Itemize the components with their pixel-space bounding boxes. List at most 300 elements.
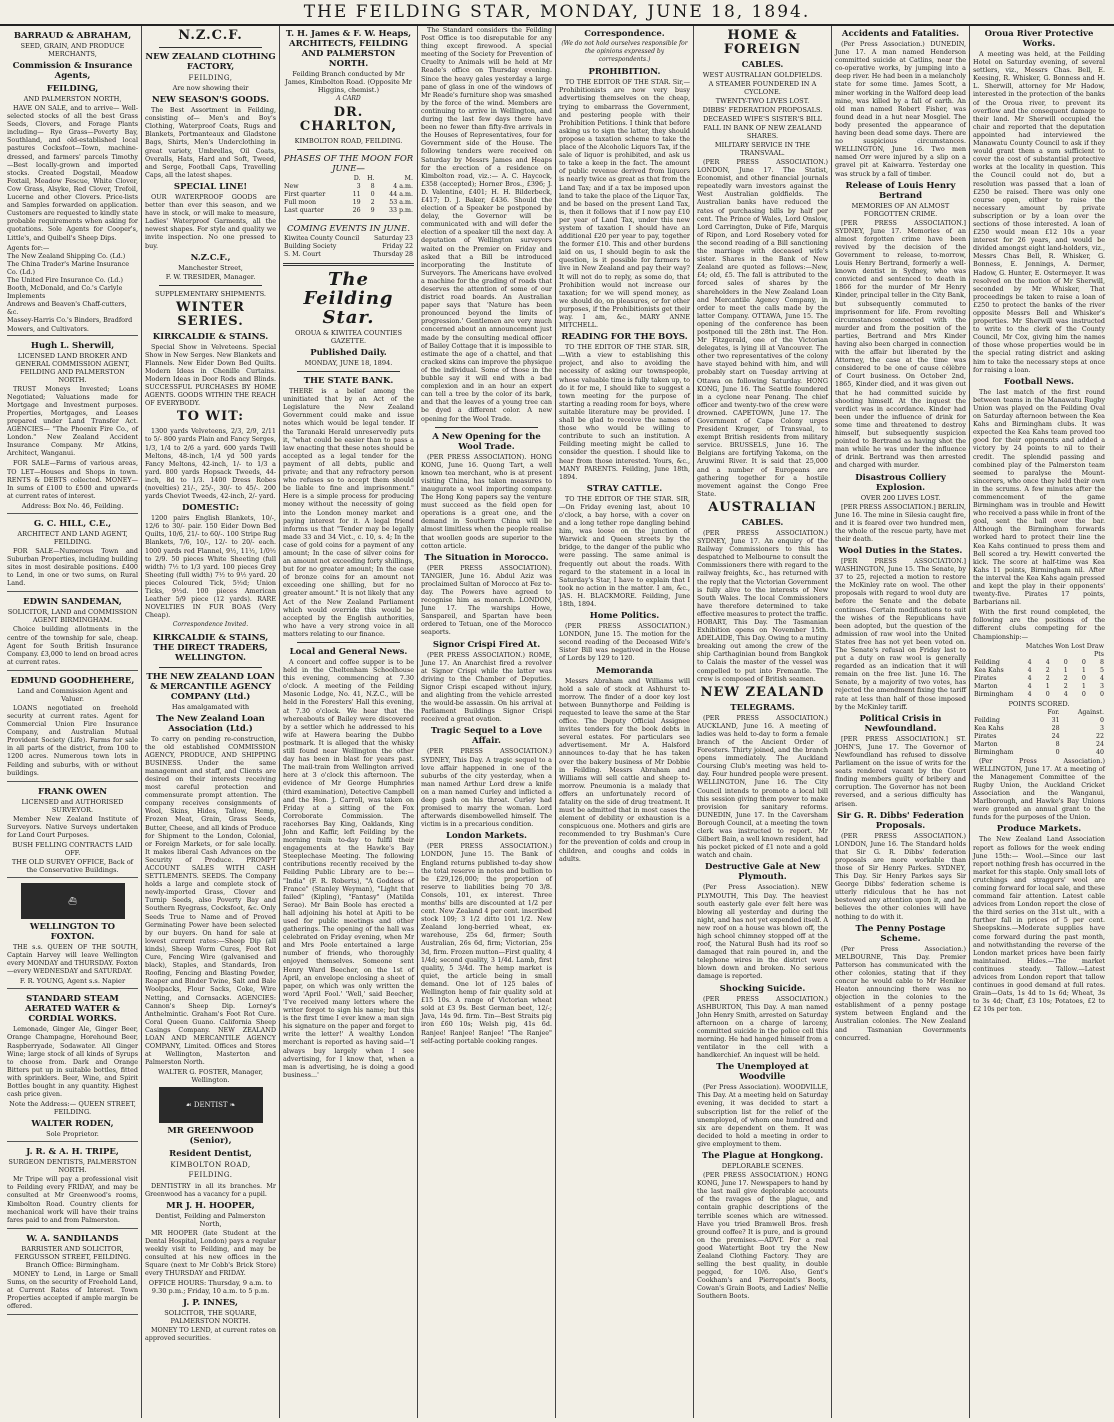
ad-title: MR J. H. HOOPER, [166,1200,255,1211]
ad-hours: OFFICE HOURS: Thursday, 9 a.m. to 9.30 p.m.; Friday, 10 a.m. to 5 p.m. [148,1279,273,1296]
table-cell: 33 p.m. [388,207,413,215]
table-cell: 8 [1055,740,1060,748]
table-cell: 0 [1099,690,1104,698]
ad-title: DR. CHARLTON, [299,105,398,135]
article-title: PROHIBITION. [588,67,661,78]
events-table [283,235,414,259]
ad-subtitle: LICENSED and AUTHORISED SURVEYOR. [21,797,124,814]
events-title: COMING EVENTS IN JUNE. [286,224,411,235]
table-cell: 2 [370,199,375,207]
article-title: Football News. [1004,376,1074,387]
table-cell: 0 [1063,658,1068,666]
section-subtitle: TELEGRAMS. [730,702,795,713]
table-row [283,207,414,215]
table-cell: 22 [1095,732,1104,740]
table-cell: Kea Kahs [974,666,1004,674]
table-cell: 19 [352,199,361,207]
ad-title: EDMUND GOODHEHERE, [10,675,135,686]
table-cell: 4 [1027,666,1032,674]
article-title: THE STATE BANK. [303,376,394,387]
ad-body: Member New Zealand Institute of Surveyors. Native Surveys undertaken for Land Court Purposes. [7,814,138,839]
table-cell: 1 [1045,682,1050,690]
ad-title: J. R. & A. H. TRIPE, [26,1147,119,1158]
divider [297,149,400,150]
ad-address: KIMBOLTON ROAD, FEILDING. [294,137,403,146]
ad-town: FEILDING, [46,84,99,94]
ad-steamer [7,878,138,989]
ad-address: THE OLD SURVEY OFFICE, Back of the Conservative Buildings. [11,858,134,874]
column-3 [280,26,418,1418]
article-title: Shocking Suicide. [719,983,806,994]
ad-subtitle: SOLICITOR, THE SQUARE, PALMERSTON NORTH. [164,1309,257,1326]
ad-title: THE NEW ZEALAND LOAN & MERCANTILE AGENCY COMPANY (Ltd.) [146,671,275,702]
table-header: D. [353,175,361,183]
table-row [973,717,1105,725]
ad-hill [7,514,138,592]
ad-title: TO WIT: [176,409,245,425]
table-cell: Marton [974,740,998,748]
table-cell: Pirates [974,674,997,682]
article-body: (PER PRESS ASSOCIATION). TANGIER, June 16. Abdul Aziz was proclaimed Sultan of Morocco at Fez to-day. The Powers have agreed to recognise him as monarch. LONDON, June 17. The warships Howe, Sanspareil, and Spartan have been ordered to Tetuan, one of the Morocco seaports. [421,563,552,637]
table-cell: 9 [370,207,375,215]
table-cell: 0 [1081,690,1086,698]
ad-subtitle: SEED, GRAIN, AND PRODUCE MERCHANTS, [20,42,125,58]
table-row [283,175,414,183]
columns [4,26,1110,1418]
ad-subtitle: ARCHITECT AND LAND AGENT, FEILDING. [17,529,128,546]
ad-body: 1200 pairs English Blankets, 10/-, 12/6 to 30/- pair. 150 Eider Down Bed Quilts, 10/6, 21/- to 60/-. 100 Stripe Rug Blankets, 7/6, 10/-, 12/- to 20/- each. 1000 yards red Flannel, 9½, 11½, 1/0½ to 2/9. 50 pieces White Sheeting (full width) 7½ to 1/3 yard. 100 pieces Grey Sheeting (full width) 7½ to 9½ yard. 20 pieces Coloured Tick, 5½d; Union Ticks, 9½d. 100 pieces American Leather 5/9 piece (12 yards). RARE NOVELTIES IN FUR BOAS (Very Cheap). [145,514,276,620]
article-body: The Standard considers the Feilding Post Office is too disreputable for any thing except firewood. A special meeting of the Society for Prevention of Cruelty to Animals will be held at Mr Reade's office on Thursday evening. Since the heavy gales yesterday a large pane of glass in one of the windows of Mr Reade's furniture shop was smashed by the force of the wind. Members are continuing to arrive in Wellington, and during the last few days there have been no fewer than fifty-five arrivals in the Houses of Representatives, four for Government side of the House. The following tenders were received on Saturday by Messrs James and Heaps for the erection of a residence on Kimbolton road, viz.:— A. C. Haycock, £358 (accepted); Horner Bros., £396; J. D. Valentine, £401; H. H. Bilderbeck, £417; D. J. Baker, £436. Should the election of a Speaker be postponed by delay, the Governor will be communicated with and will defer the election of a speaker till the next day. A deputation of Wellington surveyors waited on the Premier on Friday and asked that a Bill be introduced incorporating the Institute of Surveyors. The Americans have evolved a machine for the grading of roads that deserves the attention of some of our district road boards. An Australian paper says that 'Nature has been pronounced beyond the limits of progression.' Gentlemen are very much concerned about an announcement just made by the consulting medical officer of Bailey Cottage that it is impossible to estimate the age of a chattel, and that cracked skins can improve the physique of the individual. Some of those in the bubble say it will end with a bad complexion and in an hour an expert can tell a tree by the color of its bark, and that the leaves of a young tree can be dyed a different color. A new opening for the Wool Trade. [421,26,552,423]
ad-title: EDWIN SANDEMAN, [23,597,122,608]
ad-body: LOANS negotiated on freehold security at current rates. Agent for Commercial Union Fire Insurance Company, and Australian Mutual Provident Society (Life). Farms for sale in all parts of the district, from 100 to 1200 acres. Numerous town lots in Feilding and suburbs, with or without buildings. [7,703,138,777]
paper-subtitle: OROUA & KIWITEA COUNTIES GAZETTE. [294,329,403,346]
table-row [973,709,1105,717]
ad-subtitle: Are now showing their [172,84,249,93]
table-cell: Marton [974,682,998,690]
table-row [283,243,414,251]
table-row [973,643,1105,659]
divider [297,642,400,643]
article-note: (We do not hold ourselves responsible for the opinions expressed by correspondents.) [561,40,688,64]
article-body: (Per Press Association.) WELLINGTON, June 17. At a meeting of the Management Committee of the Rugby Union, the Auckland Cricket Association and the Wanganui, Marlborough, and Hawke's Bay Unions were granted an annual grant to the funds for the purposes of the Union. [973,756,1105,822]
table-cell: 28 [1051,724,1060,732]
article-title: The Situation in Morocco. [424,552,549,563]
headline: OVER 200 LIVES LOST. [860,493,941,502]
moon-table-title: PHASES OF THE MOON FOR JUNE— [283,154,414,175]
table-header: For. [1047,708,1060,716]
headline: MEMORIES OF AN ALMOST FORGOTTEN CRIME. [851,201,950,218]
article-body: THERE is a belief among the uninitiated that by an Act of the Legislature the New Zealand Government could make and issue notes which would be legal tender. If the Taranaki Herald unreservedly puts it, "what could be easier than to pass a law enacting that these notes should be accepted as a legal tender for the payment of all debts, public and private; and that any refractory person who refuses so to accept them should be liable to fine and imprisonment." Here is a simple process for producing money without the necessity of going into the London money market and paying interest for it. A legal friend informs us that "Tender may be legally made 33 and 34 Vict., c. 10, s. 4; In the case of gold coins for a payment of any amount; In the case of silver coins for an amount not exceeding forty shillings, but for no greater amount; In the case of bronze coins for an amount not exceeding one shilling, but for no greater amount." It is not likely that any Act of the New Zealand Parliament which would override this would be accepted by the English authorities, who have a very strong voice in all matters relating to our finance. [283,387,414,638]
paper-published: Published Daily. [310,348,387,359]
article-body: TO THE EDITOR OF THE STAR. Sir,—Prohibitionists are now very busy advertising themselves on the cheap, trying to embarrass the Government, and pestering people with their Prohibition Petitions. I think that before asking us to sign the latter, they should propose a taxation scheme to take the place of the Alcoholic Liquors Tax, if the sale of liquor is prohibited, and ask us to take a keep in the fact. The amount of public revenue derived from liquors is nearly twice as great as that from the Land Tax; and if a tax be imposed upon land to take the place of the Liquor Tax, and be based on the present Land Tax, is, then it follows that if I now pay £10 per year of Land Tax, under this new system of taxation I should have an additional £20 per year to pay, together the former £10. This and other burdens laid on us, I should begin to ask the question, is it possible for farmers to live in New Zealand and pay their way? It will not do to reply, as some do, that Prohibition would not increase our taxation; for we will spend money, as we should do, on pleasures, or for other purposes, if the Prohibitionists get their way. I am, &c., MARY ANNE MITCHELL. [559,78,690,330]
table-header [283,175,347,183]
ad-body: To carry on pending re-construction, the old established COMMISSION AGENCY, PRODUCE, AND SHIPPING BUSINESS. Under the same management and staff, and Clients are desired on their interests receiving most careful protection and commensurate prompt attention. The company receives consignments of Wool, Skins, Hides, Tallow, Hemp, Frozen Meat, Grain, Grass Seeds, Butter, Cheese, and all kinds of Produce for Shipment to the London, Colonial, or Foreign Markets, or for sale locally. It makes liberal Cash Advances on the Security of Produce. PROMPT ACCOUNT SALES WITH CASH SETTLEMENTS. SEEDS. The Company holds a large and complete stock of newly-imported Grass, Clover and Turnip Seeds, also Poverty Bay and Southern Ryegrass, Cocksfoot, &c. Only Seeds True to Name and of Proved Germinating Power have been selected by our buyers. On hand for sale at lowest current rates:—Sheep Dip (all kinds), Sheep Worm Cures, Foot Rot Cure, Fencing Wire (galvanised and black), Staples, and Standards, Iron Roofing, Fencing and Blasting Powder, Reaper and Binder Twine, Salt and Bale Woolpacks, Flour Sacks, Coke, Wire Netting, and Cornsacks. AGENCIES: Cannon's Sheep Dip. Lorney's Anthelmintic. Graham's Foot Rot Cure. Coral Queen Guano. California Sheep Casings Company. NEW ZEALAND LOAN AND MERCANTILE AGENCY COMPANY, Limited. Offices and Stores at Wellington, Masterton and Palmerston North. [145,734,276,1067]
divider [159,667,262,668]
table-cell: 1 [1081,666,1086,674]
table-cell: 0 [1081,674,1086,682]
table-cell: 4 [1027,674,1032,682]
table-cell: First quarter [284,191,326,199]
ad-body: FOR SALE—Numerous Town and Suburban Properties, including building sites in most desirable positions. £400 to Lend, in one or two sums, on Rural Land. [7,546,138,588]
section-title: HOME & FOREIGN [723,28,802,57]
headline: A STEAMER FOUNDERED IN A CYCLONE. [708,80,817,96]
table-cell: Full moon [284,199,317,207]
article-body: (PER PRESS ASSOCIATION.) LONDON, June 17. The Statist, Economist, and other financial journals repeatedly warn investors against the West Australian goldfields. The Australian banks have reduced the rates of purchasing bills by half per cent. The Prince of Wales, Lord Onslow, Lord Carrington, Duke of Fife, Marquis of Ripon, and Lord Rosebery voted for the second reading of a Bill sanctioning the marriage with deceased wife's sister. Shares in the Bank of New Zealand are quoted as follows:—New, £4; old, £5. The fall is attributed to the forced sales of shares by the shareholders in the New Zealand Loan and Mercantile Agency Company, in order to meet the calls made by the latter Company. OTTAWA, June 15. The opening of the conference has been postponed till the 28th inst. The Hon. Mr Fitzgerald, one of the Victorian delegates, is lying ill at Vancouver. The other two representatives of the colony have stayed behind with him, and will probably start on Tuesday arriving at Ottawa on following Saturday. HONG KONG, June 16. The Seattle foundered in a cyclone near Penang. The chief officer and twenty-two of the crew were drowned. CAPETOWN, June 17. The Government of Cape Colony urges President Kruger, of Transvaal, to exempt British residents from military service. BRUSSELS, June 16. The Belgians are fortifying Yakoma, on the Aruwimi River. It is said that 25,000 and a number of Europeans are gathering together for a hostile movement against the Congo Free State. [697,158,828,498]
ad-title: J. P. INNES, [183,1298,238,1309]
table-cell: 3 [1099,724,1104,732]
ad-body: MONEY TO LEND, at current rates on approved securities. [145,1326,276,1343]
article-body: (PER PRESS ASSOCIATION.) LONDON, June 15. The Bank of England returns published to-day show the total reserve in notes and bullion to be £29,126,000; the proportion of reserve to liabilities being 70 3/8. Consols, 101, ex interest. Three months' bills are discounted at 1/2 per cent. New Zealand 4 per cent. inscribed stock 109; 3 1/2 ditto 101 1/2. New Zealand long-berried wheat, ex-warehouse, 25s 6d, firmer; South Australian, 26s 6d, firm; Victorian, 25s 3d, firm. Frozen mutton—First quality, 4 1/4d; second quality, 3 1/4d. Lamb, first quality, 5 3/4d. The hemp market is quiet, the article being in small demand. One lot of 125 bales of Wellington hemp of fair quality sold at £15 10s. A range of Victorian wheat sold at £3 9s. Best German beet, 12/-; Java, 14s 9d. firm. Tin—Best Straits pig iron £60 10s; Welsh pig, 41s 6d. Ranjee! Ranjee! Ranjee! "The Ranjee" self-acting portable cooking ranges. [421,842,552,1045]
article-body: With the first round completed, the following are the positions of the different clubs competing for the Championship:— [973,608,1105,641]
column-5 [556,26,694,1418]
ad-title: WELLINGTON TO FOXTON. [29,922,116,942]
agent-item: Booth, McDonald, and Co.'s Carlyle Implements [7,284,123,301]
ad-subtitle: Resident Dentist, [169,1149,252,1160]
ad-sandeman [7,592,138,670]
ad-title: NEW SEASON'S GOODS. [151,95,270,106]
ad-body: Choice building allotments in the centre of the township for sale, cheap. Agent for South British Insurance Company. £3,000 to lend on broad acres at current rates. [7,625,138,666]
article-title: Political Crisis in Newfoundland. [859,713,942,734]
ad-title: DOMESTIC: [181,503,239,514]
article-title: Correspondence. [584,29,665,39]
table-header: Matches Won Lost Draw Pts [1025,642,1104,658]
table-cell: 31 [1051,716,1060,724]
ad-body: OUR WATERPROOF GOODS are better than ever this season, and we have in stock, or will make to measure, Ladies' Waterproof Garments, all the newest shapes. For style and quality we invite inspection. No one pressed to buy. [145,192,276,250]
table-cell: 40 [1095,748,1104,756]
ad-subtitle: Has amalgamated with [171,702,250,711]
ad-address: Note the Address:— QUEEN STREET, FEILDING. [9,1100,136,1117]
agent-item: The New Zealand Shipping Co. (Ld.) [7,251,126,260]
column-6 [694,26,832,1418]
ad-address: Feilding Branch conducted by Mr James, Kimbolton Road. (Opposite Mr Higgins, chemist.) [285,70,412,94]
steamship-illustration-icon: ⛴ [21,883,125,919]
ad-title: N.Z.C.F. [178,28,243,43]
ad-subtitle: LICENSED LAND BROKER AND GENERAL COMMISSION AGENT, FEILDING AND PALMERSTON NORTH. [15,351,130,384]
article-title: Produce Markets. [996,824,1082,835]
ad-signature: F. R. YOUNG, Agent s.s. Napier [19,977,126,986]
table-cell: 5 [1099,666,1104,674]
table-cell: 3 [1099,682,1104,690]
article-body: Messrs Abraham and Williams will hold a sale of stock at Ashhurst to-morrow. The finder of a door key lost between Bunnythorpe and Feilding is requested to leave the same at the Star office. The Deputy Official Assignee invites tenders for the book debts in several estates. For particulars see advertisement. Mr A. Halsford announces to-day that he has taken over the bakery business of Mr Dobbie in Feilding. Messrs Abraham and Williams will sell cattle and sheep to-morrow. Pneumonia is a malady that offers an unfortunately record of fatality on the side of drug treatment. It must be admitted that in most cases the element of debility or exhaustion is a conspicuous one. Mothers and girls are recommended to try Bushman's Cure for the prevention of colds and croup in children, and coughs and colds in adults. [559,676,690,863]
column-1 [4,26,142,1418]
section-title: NEW ZEALAND [700,684,825,700]
headline: DECEASED WIFE'S SISTER'S BILL [702,115,823,123]
table-row [283,235,414,243]
ad-title: The New Zealand Loan Association (Ltd.) [156,713,265,734]
table-cell: Last quarter [284,207,324,215]
ad-body: 1300 yards Velveteens, 2/3, 2/9, 2/11 to 5/- 800 yards Plain and Fancy Serges, 1/3, 1/4 to 2/6 a yard. 600 yards Twill Meltons, 48-inch, 1/4 yd 500 yards Fancy Meltons, 42-inch, 1/- to 1/3 a yard. 800 yards Hopsack Tweeds, 44-inch, 8d to 1/3. 1400 Dress Robes (novelties) 21/-, 25/-, 30/- to 45/-. 200 yards Cheviot Tweeds, 42-inch, 2/- yard. [145,427,276,501]
table-row [283,199,414,207]
table-cell: 2 [1045,674,1050,682]
article-body: (PER PRESS ASSOCIATION.) LONDON, June 15. The motion for the second reading of the Deceased Wife's Sister Bill was negatived in the House of Lords by 129 to 120. [559,622,690,663]
table-header [973,643,1015,659]
ad-subtitle: Land and Commission Agent and Valuer. [17,686,128,703]
table-cell: 4 [1099,674,1104,682]
table-cell: 3 [356,183,361,191]
ad-address: KIMBOLTON ROAD, [170,1161,251,1170]
table-cell: 11 [352,191,361,199]
section-subtitle: CABLES. [741,60,784,70]
article-body: A meeting was held, at the Feilding Hotel on Saturday evening, of several settlers, viz., Messrs Chas. Bell, E. Keesing, R. Whisker, G. Bonness and H. L. Sherwill, attorney for Mr Hadow, interested in the protection of the banks of the Oroua river, to prevent its overflow and the consequent damage to their land. Mr Sherwill occupied the chair and reported that the deputation appointed had interviewed the Manawatu County Council to ask if they would grant them a sum sufficient to cover the cost of substantial protective works at the locality in question. This the Council could not do, but a resolution was passed that a loan of £250 be raised. There was only one course open, either to raise the necessary amount by private subscription or by a loan over the sections of those interested. A loan of £250 would mean £12 10s a year interest for 26 years, and would be divided amongst eight land-holders, viz., Messrs Chas Bell, R. Whisker, G. Bonness, E. Jennings, A. Dermer, Hadow, G. Hunter, E. Ostermeyer. It was resolved on the motion of Mr Sherwill, seconded by Mr Whisker, That proceedings be taken to raise a loan of £250 to protect the banks of the river opposite Messrs Bell and Whisker's properties. Mr Sherwill was instructed to write to the clerk of the County Council, Mr Cox, giving him the names of those whose properties would be in the special rating district and asking him to take the necessary steps at once for raising a loan. [973,50,1105,374]
article-title: Signor Crispi Fired At. [432,639,541,650]
table-row [283,251,414,259]
points-table [973,709,1105,757]
article-title: Local and General News. [289,647,408,657]
ad-town: AND PALMERSTON NORTH, [23,95,122,103]
table-cell: 0 [1081,658,1086,666]
agent-item: Andrews and Beaven's Chaff-cutters, &c. [7,300,127,317]
ad-signature: KIRKCALDIE & STAINS, THE DIRECT TRADERS, WELLINGTON. [152,632,269,663]
article-body: [PER PRESS ASSOCIATION.] SYDNEY, June 17. Memories of an almost forgotten crime have been revived by the decision of the Government to release, to-morrow, Louis Henry Bertrand, formerly a well-known dentist in Sydney, who was convicted and sentenced to death in 1866 for the murder of Mr Henry Kinder, principal teller in the City Bank, but subsequently commuted to imprisonment for life. From revolting circumstances connected with the murder and from the position of the parties, Bertrand and Mrs Kinder having also been charged in connection with the affair but liberated by the Attorney, the case at the time was considered to be one of cause célèbre of Court business. On October 2nd, 1865, Kinder died, and it was given out that he had committed suicide by shooting himself. At the inquest the verdict was in accordance. Kinder had been under the influence of drink for some time and threatened to destroy himself, but subsequently suspicion pointed to Bertrand as having shot the man while he was under the influence of drink. Bertrand was then arrested and charged with murder. [835,218,966,470]
article-body: (PER PRESS ASSOCIATION). HONG KONG, June 16. Quong Tart, a well known tea merchant, who is at present visiting China, has taken measures to inaugurate a wool importing company. The Hong Kong papers say the venture must succeed as the field open for operations is a great one, and the demand in Southern China will be almost limitless when the people realise that woollen goods are superior to the cotton article. [421,452,552,550]
headline: WEST AUSTRALIAN GOLDFIELDS. [702,71,823,79]
article-title: Sir G. R. Dibbs' Federation Proposals. [837,810,964,831]
table-cell: 4 [1027,682,1032,690]
ad-subtitle: SURGEON DENTISTS, PALMERSTON NORTH. [8,1158,137,1175]
ad-title: G. C. HILL, C.E., [33,518,112,529]
table-cell: 4 [1027,658,1032,666]
article-title: Oroua River Protective Works. [984,29,1094,49]
dentist-illustration-icon: ☙ DENTIST ❧ [159,1087,263,1123]
headline: FALL IN BANK OF NEW ZEALAND SHARES. [703,124,822,140]
article-body: The last match of the first round between teams in the Manawatu Rugby Union was played on the Feilding Oval on Saturday afternoon between the Kea Kahs and Birmingham clubs. It was expected the Kea Kahs team proved too good for their opponents and added a victory by 24 points to nil to their credit. The splendid passing and combined play of the Palmerston team seemed to paralyse the Mount-sincerers, who once they held their own in the scrums. A few minutes after the commencement of the game Birmingham was in trouble and Hewitt who received a pass while in front of the goal, sent the ball over the bar. Although the Birmingham forwards worked hard to protect their line the Kea Kahs continued to press them and Bell scored a try. Hewitt converted the kick. The score at half-time was Kea Kahs 11 points, Birmingham nil. After the interval the Kea Kahs again pressed and kept the play in their opponents' twenty-five. Pirates 17 points, Barbarians nil. [973,387,1105,607]
ad-note: Correspondence Invited. [172,621,249,629]
article-body: (PER PRESS ASSOCIATION.) ASHBURTON, This Day. A man named John Henry Smith, arrested on Saturday afternoon on a charge of larceny, committed suicide in the police cell this morning. He had hanged himself from a ventilator in the cell with a handkerchief. An inquest will be held. [697,994,828,1060]
article-body: (Per Press Association.) DUNEDIN, June 17. A man named Henderson committed suicide at Catlins, near the co-operative works, by jumping into a deep river. He had been in a melancholy state for some time. James Scott, a miner working in the Walford deep lead mine, was killed by a fall of earth. An old man named Robert Fisher, was found dead in a hut near Mosgiel. The body presented the appearance of having been dead some days. There are no suspicious circumstances. WELLINGTON, June 16. Two men named Orr were injured by a slip on a gravel pit at Kaiwarra. Yesterday one was struck by a fall of timber. [835,40,966,178]
table-cell: 2 [1063,682,1068,690]
table-cell: 4 [1063,690,1068,698]
article-body: The New Zealand Land Association report as follows for the week ending June 15th:— Wool.—Since our last report nothing fresh has occurred in the market for this staple. Only small lots of crutchings and straggers' wool are coming forward for local sale, and these command fair attention. Latest cable advices from London report the close of the third series on the 31st ult., with a further fall in prices of 5 per cent. Sheepskins.—Moderate supplies have come forward during the past month, and notwithstanding the reverse of the London market prices have been fairly maintained. Hides.—The market continues steady. Tallow.—Latest advices from London report that tallow continues in good demand at full rates. Grain—Oats, 1s 4d to 1s 6d; Wheat, 3s to 3s 4d; Chaff, £3 10s; Potatoes, £2 to £2 10s per ton. [973,835,1105,1014]
article-body: [PER PRESS ASSOCIATION.] BERLIN, June 16. The mine in Silesia caught fire, and it is feared over two hundred men, the whole of the rescue party, have met their death. [835,502,966,543]
ad-signature: WALTER G. FOSTER, Manager, Wellington. [158,1068,263,1085]
article-body: (PER PRESS ASSOCIATION.) SYDNEY, This Day. A tragic sequel to a love affair happened in one of the suburbs of the city yesterday, when a man named Arthur Lord drew a knife on a man named Curley and inflicted a deep gash on his throat. Curley had promised to marry the woman. Lord afterwards disembowelled himself. The victim is in a precarious condition. [421,747,552,829]
table-row [973,691,1105,699]
article-body: A concert and coffee supper is to be held in the Cheltenham Schoolhouse this evening, commencing at 7.30 o'clock. A meeting of the Feilding Masonic Lodge, No. 41, N.Z.C., will be held in the Foresters' Hall this evening, at 7.30 o'clock. We hear that the whereabouts of Bailey were discovered by a settler which he addressed to his wife at Hawera bearing the Dubbo postmark. It is alleged that the whisky still found near Wellington the other day has been in blast for years past. The mail-train from Wellington arrived here at 3 o'clock this afternoon. The evidence of Mr George Humphries (third examination), Detective Campbell and the Hon. J. Carroll, was taken on Friday at a sitting of the Fox Corroborate Commission. The racehorses Bay King, Oaklands, King John and Kaffir, left Feilding by the morning train to-day to fulfil their engagements at the Hawke's Bay Steeplechase Meeting. The following contributions recently received by the Feilding Public Library are to be:— "India" (F. R. Roberts), "A Goddess of France" (Stanley Weyman), "Light that failed" (Kipling), "Fantasy" (Matilda Serao). Mr Bain Boole has erected a hall adjoining his hotel at Apiti to be used for public meetings and other gatherings. The opening of the hall was celebrated on Friday evening, when Mr and Mrs Poole entertained a large number of friends, who thoroughly enjoyed themselves. Someone sent Henry Ward Beecher, on the 1st of April, an envelope enclosing a sheet of paper, on which was only written the word 'April Fool.' 'Well,' said Beecher, 'I've received many letters where the writer forgot to sign his name; but this is the first time I ever knew a man sign his signature on the paper and forget to write the letter!' A wealthy London merchant is reported as having said—'I always buy largely when I see advertising, for I know that, when a man is advertising, he is doing a good business...' [283,658,414,1079]
ad-owner: WALTER RODEN, [31,1119,114,1130]
article-body: (PER PRESS ASSOCIATION.) AUCKLAND, June 16. A meeting of ladies was held to-day to form a female branch of the Ancient Order of Foresters. Thirty joined, and the branch opens immediately. The Auckland Coursing Club's meeting was held to-day. Four hundred people were present. WELLINGTON, June 16. The City Council intends to promote a local bill this session giving them power to make provision for sanitary reforms. DUNEDIN, June 17. In the Caversham Borough Council, at a meeting the town clerk was instructed to report. Mr Gilbert Bain, a well known resident, had his pocket picked of £1 note and a gold watch and chain. [697,713,828,860]
ad-note: A CARD [336,95,361,102]
article-title: The Penny Postage Scheme. [855,923,946,944]
table-cell: 2 [1045,666,1050,674]
article-title: Accidents and Fatalities. [841,29,960,39]
ad-title: KIRKCALDIE & STAINS. [152,331,269,342]
table-cell: 0 [1055,748,1060,756]
headline: TWENTY-TWO LIVES LOST. [715,97,810,105]
ad-title: FRANK OWEN [37,786,107,797]
article-title: London Markets. [446,831,527,842]
column-8 [970,26,1108,1418]
table-cell: Kea Kahs [974,724,1004,732]
table-cell: Feilding [974,716,1000,724]
table-header [973,709,1038,717]
table-row [973,659,1105,667]
article-body: (PER PRESS ASSOCIATION.) HONG KONG, June 17. Newspapers to hand by the last mail give deplorable accounts of the ravages of the plague, and contain graphic descriptions of the terrible scenes which are witnessed. Have you tried Bramwell Bros. fresh ground coffee? It is pure, and is ground on the premises.—ADVT. For a real good Watertight Boot try the New Zealand Clothing Factory. They are selling the best quality, in double pegged, for 10/6. Also, Gent's Cookham's and Pierrepoint's Boots, Cowan's Grain Boots, and Ladies' Nellie Southern Boots. [697,1171,828,1301]
ad-body: The Best Assortment in Feilding, consisting of— Men's and Boy's Clothing, Waterproof Coats, Rugs and Blankets, Portmanteaux and Gladstone Bags, Shirts, Men's Underclothing in great variety, Umbrellas, Oil Coats, Overalls, Hats, Hard and Soft, Tweed, and Serge, Football Caps, Travelling Caps, all the latest shapes. [145,106,276,179]
ad-subtitle: SUPPLEMENTARY SHIPMENTS. [155,289,266,298]
ad-footer: BUSH FELLING CONTRACTS LAID OFF. [12,841,133,857]
article-body: (Per Press Association.) MELBOURNE, This Day. Premier Patterson has communicated with the other colonies, stating that if they concur he would cable to Mr Heniker Heaton announcing there was no objection in the colonies to the establishment of a penny postage system between England and the Australian colonies. The New Zealand and Tasmanian Governments concurred. [835,944,966,1042]
ad-tripe [7,1142,138,1229]
article-title: The Unemployed at Woodville [716,1062,809,1083]
article-title: Memoranda [595,665,654,676]
headline: DEPLORABLE SCENES. [721,1162,804,1171]
table-cell: 4 a.m. [393,183,413,191]
table-cell: 1 [1081,682,1086,690]
table-cell: S. M. Court [284,251,321,259]
ad-owner-title: Sole Proprietor. [46,1130,99,1139]
table-cell: 24 [1051,732,1060,740]
table-cell: 44 a.m. [389,191,413,199]
article-title: READING FOR THE BOYS. [561,332,688,343]
divider [283,263,414,266]
divider [297,219,400,220]
ad-title: W. A. SANDILANDS [26,1233,119,1244]
section-subtitle: CABLES. [741,517,784,528]
table-cell: 4 [1027,690,1032,698]
table-cell: 8 [370,183,375,191]
table-row [973,675,1105,683]
ad-sherwill [7,336,138,514]
article-title: The Plague at Hongkong. [701,1151,824,1162]
masthead: THE FEILDING STAR, MONDAY, JUNE 18, 1894. [0,0,1114,26]
ad-sandilands [7,1229,138,1315]
ad-subtitle: SOLICITOR, LAND and COMMISSION AGENT BIRMINGHAM. [7,608,138,625]
ad-manager: F. W. TRESIDER, Manager. [165,272,256,281]
ad-title: BARRAUD & ABRAHAM, [13,31,132,41]
ad-goodhew [7,671,138,782]
article-title: STRAY CATTLE. [586,483,663,494]
article-title: Home Politics. [589,611,660,622]
table-cell: 0 [370,191,375,199]
ad-subtitle: Dentist, Feilding and Palmerston North, [155,1211,266,1228]
ad-title: MR GREENWOOD (Senior), [167,1126,254,1147]
article-body: [PER PRESS ASSOCIATION.] WASHINGTON, June 15. The Senate, by 37 to 25, rejected a motion to restore the McKinley rate on wool. The other proposals with regard to wool duty are before the Senate and the debate continues. Certain modifications to suit the wishes of the Republicans have been adopted, but the question of the admission of raw wool into the United States free has not yet been voted on. The Senate's refusal on Friday last to put a duty on raw wool is generally regarded as an indication that it will remain on the free list. June 16. The Senate, by a majority of two votes, has rejected the amendment fixing the tariff rate at less than half of those imposed by the McKinley tariff. [835,556,966,711]
ad-body: DENTISTRY in all its branches. Mr Greenwood has a vacancy for a pupil. [145,1181,276,1198]
moon-table [283,175,414,215]
table-cell: Building Society [284,243,337,251]
table-row [973,733,1105,741]
table-cell: Kiwitea County Council [284,235,360,243]
ad-body: HAVE ON SALE, and to arrive— Well-selected stocks of all the best Grass Seeds, Clovers, and Forage Plants including— Rye Grass—Poverty Bay, Southland, and old-established local pastures Cocksfoot—Town, machine-dressed, and farmers' parcels Timothy—Best locally-grown and imported stocks. Created Dogstail, Meadow Foxtail, Meadow Fescue, White Clover, Cow Grass, Alsyke, Red Clover, Trefoil, Lucerne and other Clovers. Price-lists and Samples forwarded on application. Customers are requested to kindly state probable requirements when asking for quotations. Sole Agents for Cooper's, Little's, and Quibell's Sheep Dips. [7,104,138,242]
column-7 [832,26,970,1418]
article-body: (PER PRESS ASSOCIATION.) ROME, June 17. An Anarchist fired a revolver at Signor Crispi while the latter was driving to the Chamber of Deputies. Signor Crispi escaped without injury, and alighting from the vehicle arrested the would-be assassin. On his arrival at Parliament Buildings Signor Crispi received a great ovation. [421,650,552,724]
agent-item: Massey-Harris Co.'s Binders, Bradford Mowers, and Cultivators. [7,316,133,333]
ad-subtitle: BARRISTER AND SOLICITOR, FERGUSSON STREET, FEILDING. Branch Office: Birmingham. [14,1244,131,1269]
article-title: Disastrous Colliery Explosion. [855,472,946,493]
ad-address: Manchester Street, [178,263,243,272]
table-header: Against. [1077,708,1104,716]
table-cell: Feilding [974,658,1000,666]
table-header: M. [404,175,413,183]
ad-town: FEILDING, [188,74,233,82]
ad-body: FOR SALE—Farms of various areas, TO LET—Houses and Shops in town. RENTS & DEBTS collected. MONEY—In sums of £100 to £500 and upwards at current rates of interest. [7,459,138,500]
divider [297,371,400,372]
table-title: POINTS SCORED. [1008,699,1070,708]
article-title: Destructive Gale at New Plymouth. [704,862,821,883]
ad-address: Address: Box No. 46, Feilding. [21,501,124,510]
ad-signature: N.Z.C.F., [190,252,231,263]
ad-body: MONEY to Lend, in Large or Small Sums, on the security of Freehold Land, at Current Rates of Interest. Town Properties accepted if ample margin be offered. [7,1269,138,1311]
table-row [283,191,414,199]
table-row [973,749,1105,757]
article-body: (PER PRESS ASSOCIATION.) SYDNEY, June 17. An enquiry of the Railway Commissioners to this has despatched to Melbourne to consult the Commissioners there with regard to the railway freights, &c., has returned with the reply that the Victorian Government is fully alive to the interests of New South Wales. The local Commissioners have therefore determined to take effective measures to protect the traffic. HOBART, This Day. The Tasmanian Exhibition opens on November 15th. ADELAIDE, This Day. Owing to a mutiny breaking out among the crew of the ship Carthaginian bound from Bangkok to Calais the master of the vessel was compelled to put into Fremantle. The crew is composed of British seamen. [697,528,829,683]
table-cell: Friday 22 [382,243,413,251]
table-header: H. [367,175,375,183]
table-cell: 1 [1063,666,1068,674]
ad-title: SPECIAL LINE! [173,181,248,192]
table-cell: 26 [352,207,361,215]
table-cell: 4 [1045,658,1050,666]
article-body: (Per Press Association). NEW PLYMOUTH, This Day. The heaviest south easterly gale ever felt here was blowing all yesterday and during the night, and has not yet expended itself. A new roof on a house was blown off, the high school chimney stopped off at the roof, the Natural Bush had its roof so damaged that rain poured in, and the telephone wires in the district were blown down and broken. No serious damage is reported. [697,883,828,981]
table-row [973,725,1105,733]
divider [159,285,262,286]
ad-body: Mr Tripe will pay a professional visit to Feilding every FRIDAY, and may be consulted at Mr Greenwood's rooms, Kimbolton Road. Country clients for mechanical work will have their trains fares paid to and from Palmerston. [7,1175,138,1224]
table-cell: 53 a.m. [389,199,413,207]
paper-nameplate: The Feilding Star. [303,269,394,329]
table-cell: 8 [1099,658,1104,666]
ad-title: T. H. James & F. W. Heaps, ARCHITECTS, FEILDING AND PALMERSTON NORTH. [285,29,412,69]
table-row [973,683,1105,691]
ladder-table [973,643,1105,699]
ad-body: TRUST Moneys Invested; Loans Negotiated; Valuations made for Mortgage and Investment purposes. Properties, Mortgages, and Leases prepared under Land Transfer Act. AGENCIES— "The Phoenix Fire Co., of London." New Zealand Accident Insurance Company. Mr Atkins, Architect, Wanganui. [7,384,138,458]
divider [159,47,262,48]
ad-title: NEW ZEALAND CLOTHING FACTORY, [145,52,276,72]
article-title: Wool Duties in the States. [838,545,963,556]
table-cell: Birmingham [974,690,1014,698]
ad-agents-label: Agents for:— [7,243,50,252]
headline: MILITARY SERVICE IN THE TRANSVAAL. [714,141,811,157]
headline: DIBBS' FEDERATION PROPOSALS. [702,106,823,114]
article-body: (PER PRESS ASSOCIATION.) LONDON, June 16. The Standard holds that Sir G. R. Dibbs' federation proposals are more workable than those of Sir Henry Parkes. SYDNEY, This Day. Sir Henry Parkes says Sir George Dibbs' federation scheme is utterly ridiculous that he has not bestowed any attention upon it, and he believes the other colonies will have nothing to do with it. [835,831,966,921]
table-row [283,183,414,191]
article-body: TO THE EDITOR OF THE STAR. SIR,—On Friday evening last, about 10 o'clock, a bay horse, with a cover on and a long tether rope dangling behind him, was loose on the junction of Warwick and Queen streets by the bridge, to the danger of the public who were passing. The same animal is frequently out about the roads. With regard to the statement in a local in Saturday's Star, I have to explain that I took no action in the matter. I am, &c., JAS. H. BLACKMORE. Feilding, June 18th, 1894. [559,494,690,608]
table-cell: 24 [1095,740,1104,748]
article-body: [PER PRESS ASSOCIATION.] ST. JOHN'S, June 17. The Governor of Newfoundland has refused to dissolve Parliament on the issue of writs for the seats rendered vacant by the Court finding members guilty of bribery and corruption. The Governor has not been reversed, and a serious difficulty has arisen. [835,734,966,808]
article-title: Release of Louis Henry Bertrand [845,180,956,201]
table-cell: 0 [1045,690,1050,698]
article-title: A New Opening for the Wool Trade. [432,431,541,452]
ad-subtitle: Commission & Insurance Agents, [12,61,133,81]
ad-title: STANDARD STEAM AERATED WATER & CORDIAL WORKS. [24,994,121,1025]
agent-item: The China Trader's Marine Insurance Co. (Ld.) [7,259,130,276]
ad-owen [7,782,138,878]
article-body: TO THE EDITOR OF THE STAR. SIR,—With a view to establishing this project, and also to avoiding the necessity of asking our townspeople, whose valuable time is fully taken up, to do it for me, I should like to suggest a town meeting for the purpose of starting a reading room for boys, where suitable literature may be provided. I shall be glad to receive the names of those who would be willing to contribute to such an institution. A Feilding meeting might be called to consider the question. I should like to hear from those interested. Yours, &c., MANY PARENTS. Feilding, June 18th, 1894. [559,343,690,481]
ad-body: Special Show in Velveteens. Special Show in New Serges. New Blankets and Flannels. New Eider Down Bed Quilts. Modern Ideas in Chenille Curtains. Modern Ideas in Door Rods and Blinds. SUCCESSFUL PURCHASES BY HOME AGENTS. GOODS WITHIN THE REACH OF EVERYBODY. [145,342,276,408]
ad-barraud [7,26,138,336]
paper-dateline: MONDAY, JUNE 18, 1894. [304,359,393,368]
table-cell: Saturday 23 [373,235,413,243]
agent-item: The United Fire Insurance Co. (Ld.) [7,275,124,284]
article-title: Tragic Sequel to a Love Affair. [430,726,543,747]
section-title: AUSTRALIAN [708,499,817,515]
table-cell: New [284,183,299,191]
ad-town: FEILDING. [188,1171,233,1180]
table-cell: Thursday 28 [373,251,413,259]
divider [435,427,538,428]
ad-aerated [7,989,138,1142]
ad-body: Lemonade, Ginger Ale, Ginger Beer, Orange Champagne, Horehound Beer, Raspberryade, Sodawater. All Ginger Wine; large stock of all kinds of Syrups to choose from. Dark and Orange Bitters put up in suitable bottles, fitted with sprinklers. Beer, Wine, and Spirit Bottles bought in any quantity. Highest cash price given. [7,1025,138,1099]
ad-body: MR HOOPER (late Student at the Dental Hospital, London) pays a regular weekly visit to Feilding, and may be consulted at his new offices in the Square (next to Mr Cobb's Brick Store) every THURSDAY and FRIDAY. [145,1228,276,1278]
column-2 [142,26,280,1418]
table-cell: Pirates [974,732,997,740]
table-cell: 0 [1099,716,1104,724]
ad-title: WINTER SERIES. [176,299,245,329]
table-row [973,741,1105,749]
table-cell: Birmingham [974,748,1014,756]
ad-title: Hugh L. Sherwill, [30,340,115,351]
table-cell: 2 [1063,674,1068,682]
ad-body: THE s.s. QUEEN OF THE SOUTH, Captain Harvey will leave Wellington every MONDAY and THURSDAY. Foxton—every WEDNESDAY and SATURDAY. [7,943,138,976]
